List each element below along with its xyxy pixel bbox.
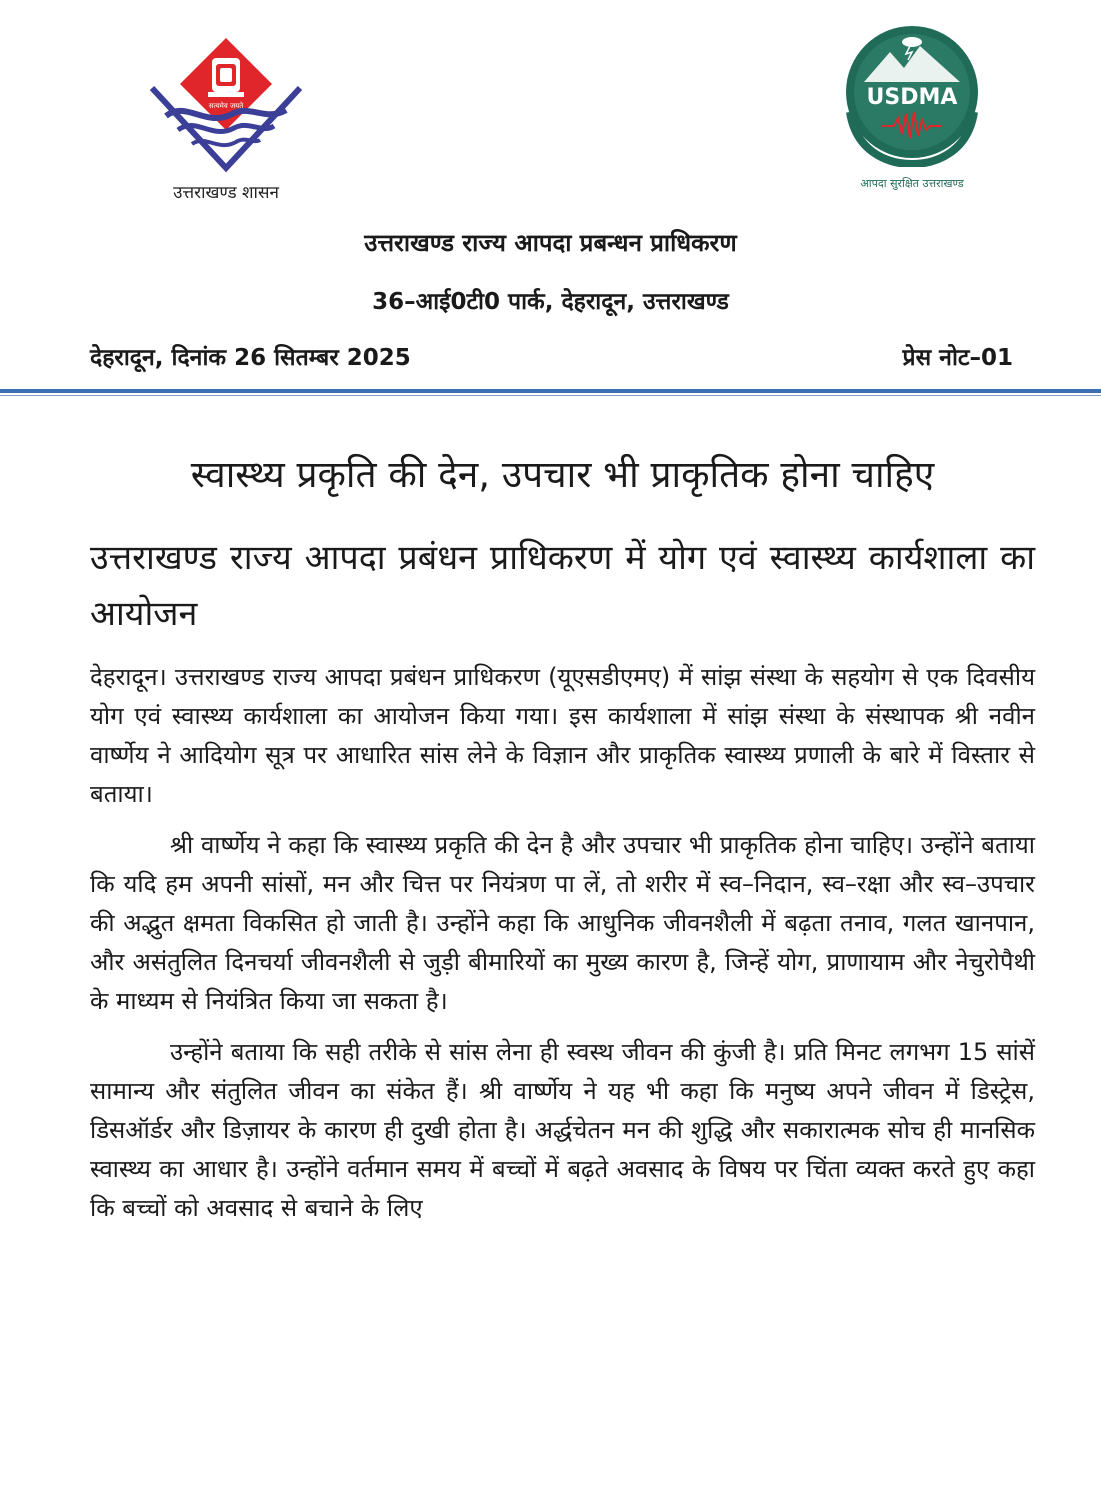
usdma-caption: आपदा सुरक्षित उत्तराखण्ड bbox=[860, 177, 964, 190]
organization-name: उत्तराखण्ड राज्य आपदा प्रबन्धन प्राधिकरण bbox=[364, 229, 737, 257]
emblem-motto: सत्यमेव जयते bbox=[208, 102, 244, 110]
press-note-number: प्रेस नोट–01 bbox=[902, 345, 1013, 371]
date-line: देहरादून, दिनांक 26 सितम्बर 2025 bbox=[90, 345, 411, 371]
article-paragraph-2: श्री वार्ष्णेय ने कहा कि स्वास्थ्य प्रकृति की देन है और उपचार भी प्राकृतिक होना चाहिए। उन्होंने बताया कि यदि हम अपनी सांसों, मन और चित्त पर नियंत्रण पा लें, तो शरीर में स्व–निदान, स्व–रक्षा और स्व–उपचार की अद्भुत क्षमता विकसित हो जाती है। उन्होंने कहा कि आधुनिक जीवनशैली में बढ़ता तनाव, गलत खानपान, और असंतुलित दिनचर्या जीवनशैली से जुड़ी बीमारियों का मुख्य कारण है, जिन्हें योग, प्राणायाम और नेचुरोपैथी के माध्यम से नियंत्रित किया जा सकता है। bbox=[90, 831, 1035, 1015]
usdma-emblem-icon bbox=[842, 22, 982, 167]
uttarakhand-government-caption: उत्तराखण्ड शासन bbox=[173, 183, 279, 203]
article-paragraph-3: उन्होंने बताया कि सही तरीके से सांस लेना ही स्वस्थ जीवन की कुंजी है। प्रति मिनट लगभग 15 सांसें सामान्य और संतुलित जीवन का संकेत हैं। श्री वार्ष्णेय ने यह भी कहा कि मनुष्य अपने जीवन में डिस्ट्रेस, डिसऑर्डर और डिज़ायर के कारण ही दुखी होता है। अर्द्धचेतन मन की शुद्धि और सकारात्मक सोच ही मानसिक स्वास्थ्य का आधार है। उन्होंने वर्तमान समय में बच्चों में बढ़ते अवसाद के विषय पर चिंता व्यक्त करते हुए कहा कि बच्चों को अवसाद से बचाने के लिए bbox=[90, 1038, 1035, 1222]
uttarakhand-government-logo bbox=[146, 30, 306, 210]
usdma-logo bbox=[842, 22, 982, 202]
article-paragraph-1: देहरादून। उत्तराखण्ड राज्य आपदा प्रबंधन प्राधिकरण (यूएसडीएमए) में सांझ संस्था के सहयोग से एक दिवसीय योग एवं स्वास्थ्य कार्यशाला का आयोजन किया गया। इस कार्यशाला में सांझ संस्था के संस्थापक श्री नवीन वार्ष्णेय ने आदियोग सूत्र पर आधारित सांस लेने के विज्ञान और प्राकृतिक स्वास्थ्य प्रणाली के बारे में विस्तार से बताया। bbox=[90, 663, 1035, 808]
article-headline: स्वास्थ्य प्रकृति की देन, उपचार भी प्राकृतिक होना चाहिए bbox=[190, 453, 935, 496]
header-divider bbox=[0, 389, 1101, 393]
article-subheadline: उत्तराखण्ड राज्य आपदा प्रबंधन प्राधिकरण में योग एवं स्वास्थ्य कार्यशाला का आयोजन bbox=[90, 538, 1035, 634]
organization-address: 36–आई0टी0 पार्क, देहरादून, उत्तराखण्ड bbox=[372, 289, 729, 315]
uttarakhand-government-emblem-icon bbox=[146, 30, 306, 180]
article-body bbox=[90, 658, 1035, 1240]
header-divider-thin bbox=[0, 395, 1101, 396]
usdma-text: USDMA bbox=[866, 85, 958, 110]
